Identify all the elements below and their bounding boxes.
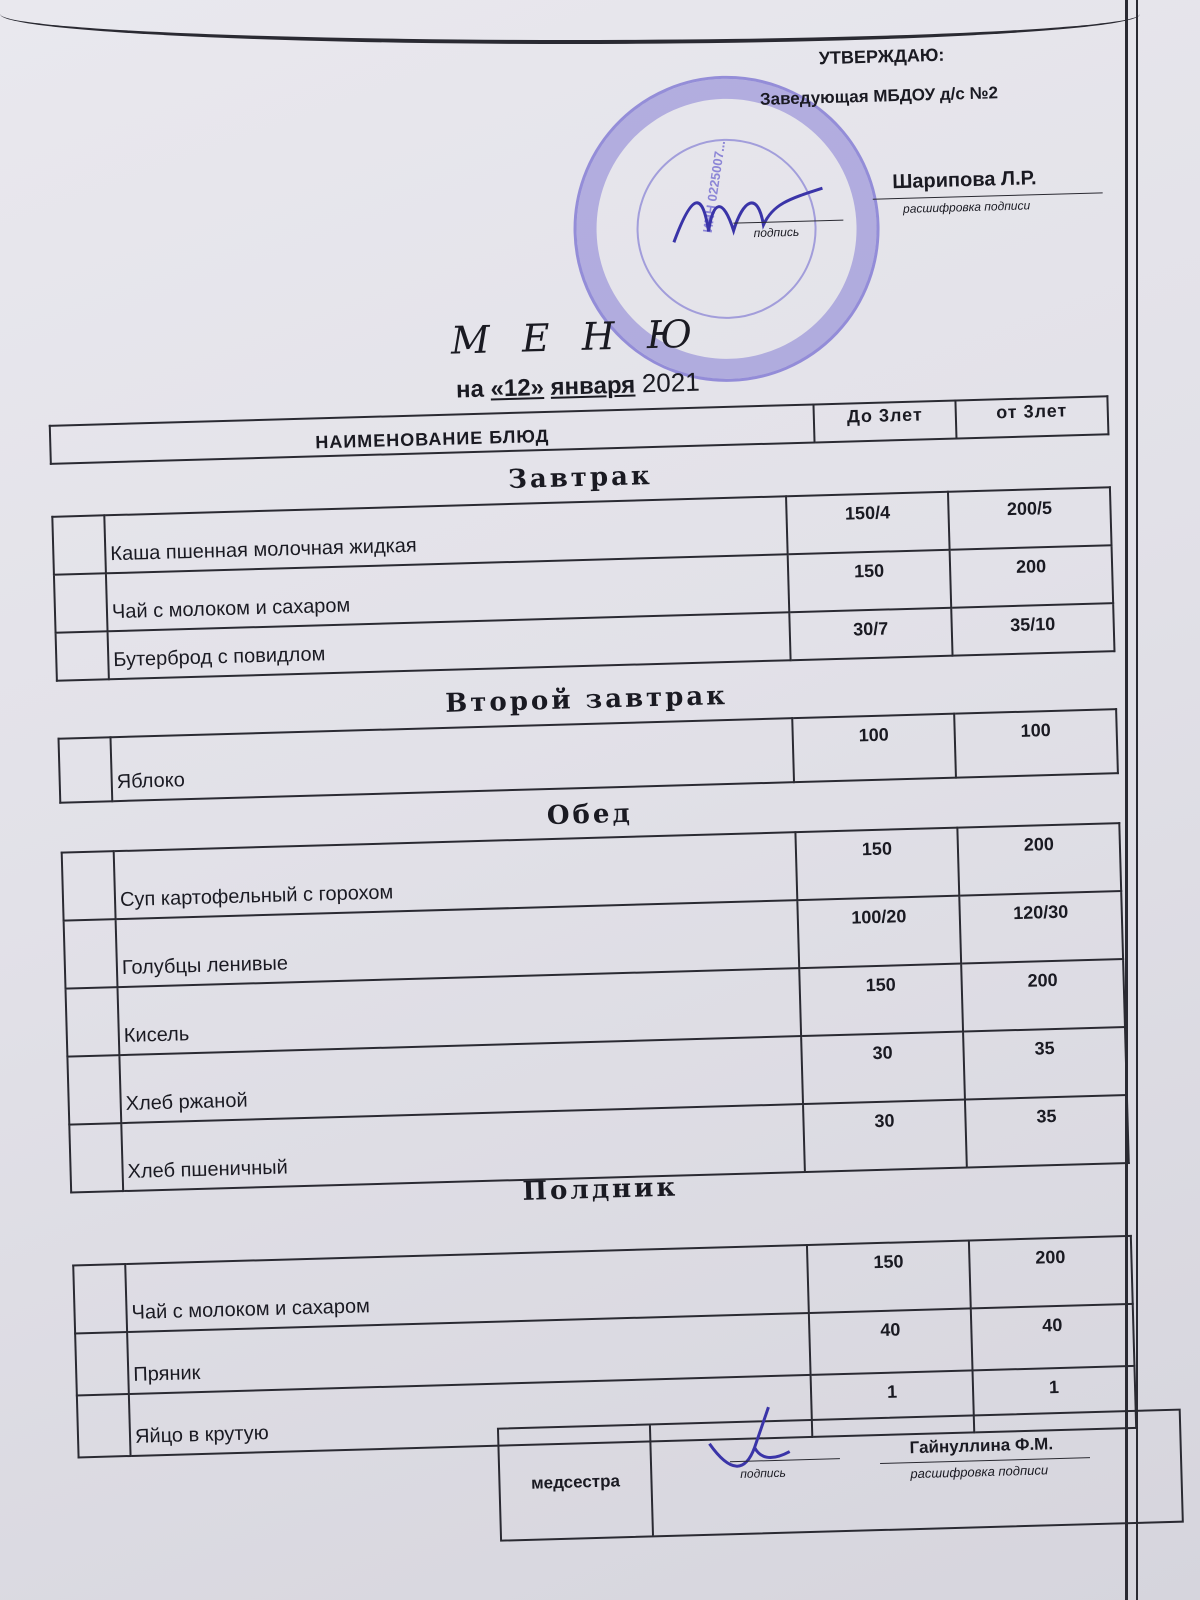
row-number-cell — [69, 1123, 123, 1192]
date-year: 2021 — [641, 366, 701, 399]
dish-name: Чай с молоком и сахаром — [106, 554, 789, 631]
breakfast-table — [51, 486, 1115, 682]
dish-name: Хлеб ржаной — [119, 1036, 803, 1123]
row-number-cell — [59, 737, 113, 802]
header-dish-name: НАИМЕНОВАНИЕ БЛЮД — [50, 404, 815, 463]
date-day: «12» — [490, 374, 545, 403]
lunch-table — [61, 822, 1130, 1193]
date-prefix: на — [455, 375, 485, 404]
dish-name: Суп картофельный с горохом — [114, 832, 798, 919]
portion-over3: 100 — [954, 709, 1118, 777]
row-number-cell — [67, 1055, 121, 1124]
dish-name: Яблоко — [110, 718, 794, 801]
portion-under3: 100 — [792, 714, 956, 782]
row-number-cell — [77, 1394, 131, 1457]
portion-over3: 35/10 — [951, 603, 1114, 656]
stamp-inn: ИНН 0225007... — [699, 139, 729, 234]
portion-under3: 1 — [811, 1370, 975, 1436]
row-number-cell — [56, 631, 109, 680]
row-number-cell — [64, 919, 118, 988]
dish-name: Пряник — [127, 1313, 810, 1394]
portion-over3: 200 — [969, 1236, 1133, 1308]
approval-name: Шарипова Л.Р. — [891, 167, 1037, 194]
approval-position: Заведующая МБДОУ д/с №2 — [759, 83, 999, 109]
approval-signature-label: подпись — [753, 224, 800, 241]
dish-name: Голубцы ленивые — [116, 900, 800, 987]
approval-name-label: расшифровка подписи — [902, 198, 1031, 216]
nurse-signature-label: подпись — [740, 1465, 786, 1481]
row-number-cell — [75, 1332, 129, 1395]
portion-under3: 30 — [801, 1032, 965, 1104]
section-title-second-breakfast: Второй завтрак — [444, 680, 729, 719]
dish-name: Кисель — [117, 968, 801, 1055]
portion-under3: 30/7 — [789, 608, 952, 661]
portion-over3: 200 — [961, 959, 1125, 1031]
portion-over3: 40 — [971, 1304, 1135, 1370]
header-over3: от 3лет — [955, 396, 1108, 438]
portion-under3: 150/4 — [786, 492, 950, 555]
dish-name: Яйцо в крутую — [129, 1375, 812, 1456]
portion-under3: 100/20 — [797, 896, 961, 968]
row-number-cell — [54, 573, 108, 632]
portion-over3: 120/30 — [959, 891, 1123, 963]
portion-over3: 35 — [963, 1027, 1127, 1099]
approval-heading: УТВЕРЖДАЮ: — [818, 44, 945, 69]
page-title: М Е Н Ю — [450, 311, 703, 363]
nurse-signature-block — [497, 1409, 1184, 1542]
date-month: января — [550, 371, 636, 401]
dish-name: Хлеб пшеничный — [121, 1104, 805, 1191]
portion-under3: 150 — [799, 964, 963, 1036]
row-number-cell — [65, 987, 119, 1056]
portion-over3: 200 — [950, 545, 1114, 608]
approval-block — [753, 40, 1119, 241]
portion-over3: 35 — [965, 1095, 1129, 1167]
portion-under3: 40 — [809, 1308, 973, 1374]
dish-name: Бутерброд с повидлом — [108, 612, 791, 679]
director-signature-icon — [662, 168, 844, 263]
portion-over3: 1 — [973, 1366, 1137, 1432]
portion-under3: 150 — [795, 828, 959, 900]
nurse-role: медсестра — [499, 1425, 654, 1539]
dish-name: Чай с молоком и сахаром — [125, 1245, 809, 1332]
portion-under3: 150 — [788, 550, 952, 613]
document-content — [38, 10, 1171, 1580]
header-under3: До 3лет — [813, 401, 956, 443]
portion-under3: 150 — [807, 1240, 971, 1312]
portion-over3: 200/5 — [948, 487, 1112, 550]
nurse-name-label: расшифровка подписи — [910, 1462, 1049, 1482]
portion-over3: 200 — [957, 823, 1121, 895]
row-number-cell — [62, 851, 116, 920]
nurse-name: Гайнуллина Ф.М. — [909, 1434, 1054, 1458]
section-title-afternoon-snack: Полдник — [522, 1172, 679, 1207]
dish-name: Каша пшенная молочная жидкая — [104, 496, 787, 573]
section-title-lunch: Обед — [546, 798, 634, 832]
section-title-breakfast: Завтрак — [507, 461, 654, 496]
row-number-cell — [52, 515, 106, 574]
portion-under3: 30 — [803, 1100, 967, 1172]
nurse-name-line — [880, 1457, 1090, 1464]
row-number-cell — [73, 1264, 127, 1333]
